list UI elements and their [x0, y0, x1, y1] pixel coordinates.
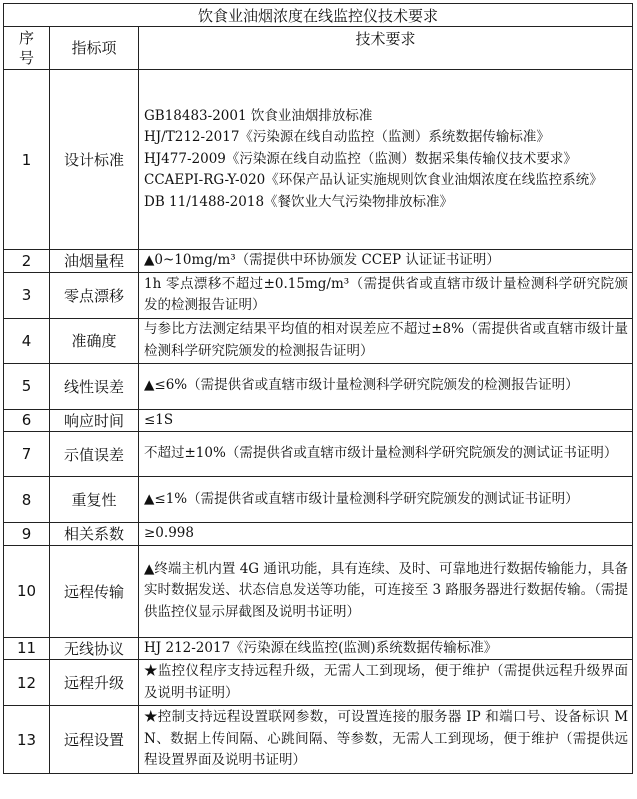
row-requirement: ▲≤1%（需提供省或直辖市级计量检测科学研究院颁发的测试证书证明）: [139, 477, 633, 523]
table-row: [4, 363, 633, 409]
row-requirement: 1h 零点漂移不超过±0.15mg/m³（需提供省或直辖市级计量检测科学研究院颁发的检测报告证明）: [139, 272, 633, 318]
header-requirement: 技术要求: [139, 27, 633, 70]
table-row: [4, 477, 633, 523]
header-row: [4, 27, 633, 70]
row-no: 10: [4, 545, 50, 637]
row-no: 13: [4, 706, 50, 774]
row-no: 8: [4, 477, 50, 523]
row-no: 7: [4, 432, 50, 477]
header-item: 指标项: [50, 27, 139, 70]
row-no: 4: [4, 318, 50, 363]
table-row: [4, 545, 633, 637]
row-item: 响应时间: [50, 409, 139, 432]
row-item: 示值误差: [50, 432, 139, 477]
standard-line: HJ477-2009《污染源在线自动监控（监测）数据采集传输仪技术要求》: [144, 150, 577, 167]
header-no: 序号: [4, 27, 50, 70]
spec-table: [3, 3, 633, 774]
row-item: 相关系数: [50, 523, 139, 546]
title-row: [4, 4, 633, 27]
table-row: [4, 250, 633, 273]
row-requirement: ▲终端主机内置 4G 通讯功能，具有连续、及时、可靠地进行数据传输能力，具备实时数据发送、状态信息发送等功能，可连接至 3 路服务器进行数据传输。（需提供监控仪显示屏截图及说明书证明）: [139, 545, 633, 637]
row-requirement: HJ 212-2017《污染源在线监控(监测)系统数据传输标准》: [139, 637, 633, 660]
table-row: [4, 523, 633, 546]
row-no: 3: [4, 272, 50, 318]
row-requirement: 不超过±10%（需提供省或直辖市级计量检测科学研究院颁发的测试证书证明）: [139, 432, 633, 477]
table-row: [4, 706, 633, 774]
row-no: 5: [4, 363, 50, 409]
row-item: 油烟量程: [50, 250, 139, 273]
row-item: 线性误差: [50, 363, 139, 409]
row-requirement: ▲≤6%（需提供省或直辖市级计量检测科学研究院颁发的检测报告证明）: [139, 363, 633, 409]
row-no: 9: [4, 523, 50, 546]
table-row: [4, 318, 633, 363]
row-requirement: [139, 70, 633, 250]
standard-line: HJ/T212-2017《污染源在线自动监控（监测）系统数据传输标准》: [144, 129, 550, 146]
row-requirement: ★控制支持远程设置联网参数，可设置连接的服务器 IP 和端口号、设备标识 MN、数据上传间隔、心跳间隔、等参数，无需人工到现场，便于维护（需提供远程设置界面及说明书证明）: [139, 706, 633, 774]
row-requirement: ≥0.998: [139, 523, 633, 546]
row-no: 12: [4, 660, 50, 706]
table-row: [4, 272, 633, 318]
row-item: 重复性: [50, 477, 139, 523]
standard-line: CCAEPI-RG-Y-020《环保产品认证实施规则饮食业油烟浓度在线监控系统》: [144, 172, 603, 189]
table-row: [4, 660, 633, 706]
row-requirement: 与参比方法测定结果平均值的相对误差应不超过±8%（需提供省或直辖市级计量检测科学研究院颁发的检测报告证明）: [139, 318, 633, 363]
row-requirement: ▲0~10mg/m³（需提供中环协颁发 CCEP 认证证书证明）: [139, 250, 633, 273]
standard-line: DB 11/1488-2018《餐饮业大气污染物排放标准》: [144, 193, 454, 210]
row-item: 零点漂移: [50, 272, 139, 318]
row-item: 准确度: [50, 318, 139, 363]
row-no: 6: [4, 409, 50, 432]
table-title: 饮食业油烟浓度在线监控仪技术要求: [4, 4, 633, 27]
row-requirement: ★监控仪程序支持远程升级，无需人工到现场，便于维护（需提供远程升级界面及说明书证明）: [139, 660, 633, 706]
standard-line: GB18483-2001 饮食业油烟排放标准: [144, 107, 373, 124]
row-item: 远程传输: [50, 545, 139, 637]
row-item: 无线协议: [50, 637, 139, 660]
table-row: [4, 70, 633, 250]
row-requirement: ≤1S: [139, 409, 633, 432]
table-row: [4, 432, 633, 477]
row-item: 设计标准: [50, 70, 139, 250]
row-no: 2: [4, 250, 50, 273]
row-no: 11: [4, 637, 50, 660]
row-no: 1: [4, 70, 50, 250]
row-item: 远程设置: [50, 706, 139, 774]
row-item: 远程升级: [50, 660, 139, 706]
table-row: [4, 409, 633, 432]
table-row: [4, 637, 633, 660]
